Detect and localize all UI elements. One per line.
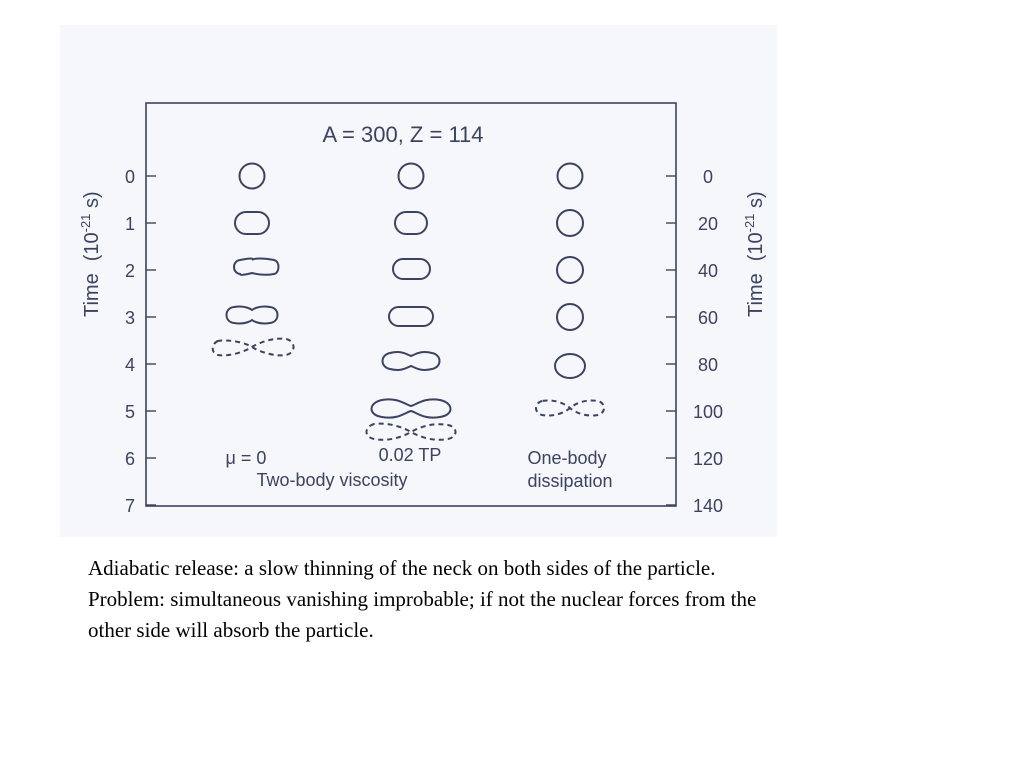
svg-text:Time(10-21 s) (742, 191, 767, 317)
left-tick-label: 3 (124, 308, 136, 328)
left-tick-label: 2 (124, 261, 136, 281)
shape-sphere-t0 (240, 164, 265, 189)
shape-scission-t4 (213, 339, 294, 356)
column-two-body-shapes (367, 164, 456, 440)
left-tick-label: 4 (124, 355, 136, 375)
right-tick-label: 20 (697, 214, 719, 234)
column-label-two-body: 0.02 TP (378, 445, 442, 465)
shape-sphere-t3 (557, 304, 583, 330)
right-tick-label: 120 (692, 449, 724, 469)
left-axis-label (78, 191, 103, 317)
shape-sphere-t0 (399, 164, 424, 189)
right-axis-label (742, 191, 767, 317)
shape-sphere-t2 (557, 257, 583, 283)
shape-oblate-t1 (395, 212, 427, 234)
column-label-two-body-viscosity: Two-body viscosity (256, 470, 408, 490)
shape-necked-t4 (383, 352, 440, 370)
figure-title: A = 300, Z = 114 (322, 122, 484, 147)
right-tick-label: 0 (702, 167, 714, 187)
shape-necked-t3 (227, 307, 278, 324)
shape-oblate-t4 (555, 354, 585, 378)
fission-shape-figure (60, 25, 777, 537)
shape-scission-t5 (367, 424, 456, 440)
right-tick-label: 60 (697, 308, 719, 328)
right-tick-label: 80 (697, 355, 719, 375)
svg-text:Time(10-21 s) (78, 191, 103, 317)
figure-svg (60, 25, 777, 537)
left-tick-label: 5 (124, 402, 136, 422)
caption-text: Adiabatic release: a slow thinning of the neck on both sides of the particle. Problem: simultaneous vanishing improbable; if not the nuclear forces from the other side will absorb the particle. (88, 556, 757, 642)
right-axis-unit-prefix: (10 (745, 232, 767, 262)
shape-elongated-t3 (389, 307, 433, 326)
right-tick-label: 100 (692, 402, 724, 422)
shape-oblate-t1 (235, 212, 269, 234)
shape-scission-t4 (536, 400, 604, 415)
right-axis-label-text: Time (745, 273, 767, 317)
shape-elongated-t2 (393, 259, 430, 279)
right-tick-label: 40 (697, 261, 719, 281)
column-one-body-shapes (536, 164, 604, 416)
right-axis-unit-suffix: s) (745, 191, 767, 214)
left-tick-label: 6 (124, 449, 136, 469)
left-tick-label: 0 (124, 167, 136, 187)
shape-sphere-t1 (557, 210, 583, 236)
left-axis-unit-exp: -21 (78, 213, 93, 233)
right-axis-unit-exp: -21 (742, 213, 757, 233)
left-tick-label: 1 (124, 214, 136, 234)
left-tick-label: 7 (124, 496, 136, 516)
shape-elongated-t2 (234, 259, 279, 275)
left-axis-label-text: Time (81, 273, 103, 317)
left-axis-unit-suffix: s) (81, 191, 103, 214)
column-mu-zero-shapes (213, 164, 294, 356)
shape-necked-t5 (372, 399, 451, 417)
column-label-dissipation: dissipation (527, 471, 613, 491)
shape-sphere-t0 (558, 164, 583, 189)
right-tick-label: 140 (692, 496, 724, 516)
column-label-one-body: One-body (527, 448, 607, 468)
column-label-mu-zero: μ = 0 (225, 448, 267, 468)
left-axis-unit-prefix: (10 (81, 232, 103, 262)
left-axis-ticks (125, 167, 156, 516)
right-axis-ticks (666, 167, 723, 516)
